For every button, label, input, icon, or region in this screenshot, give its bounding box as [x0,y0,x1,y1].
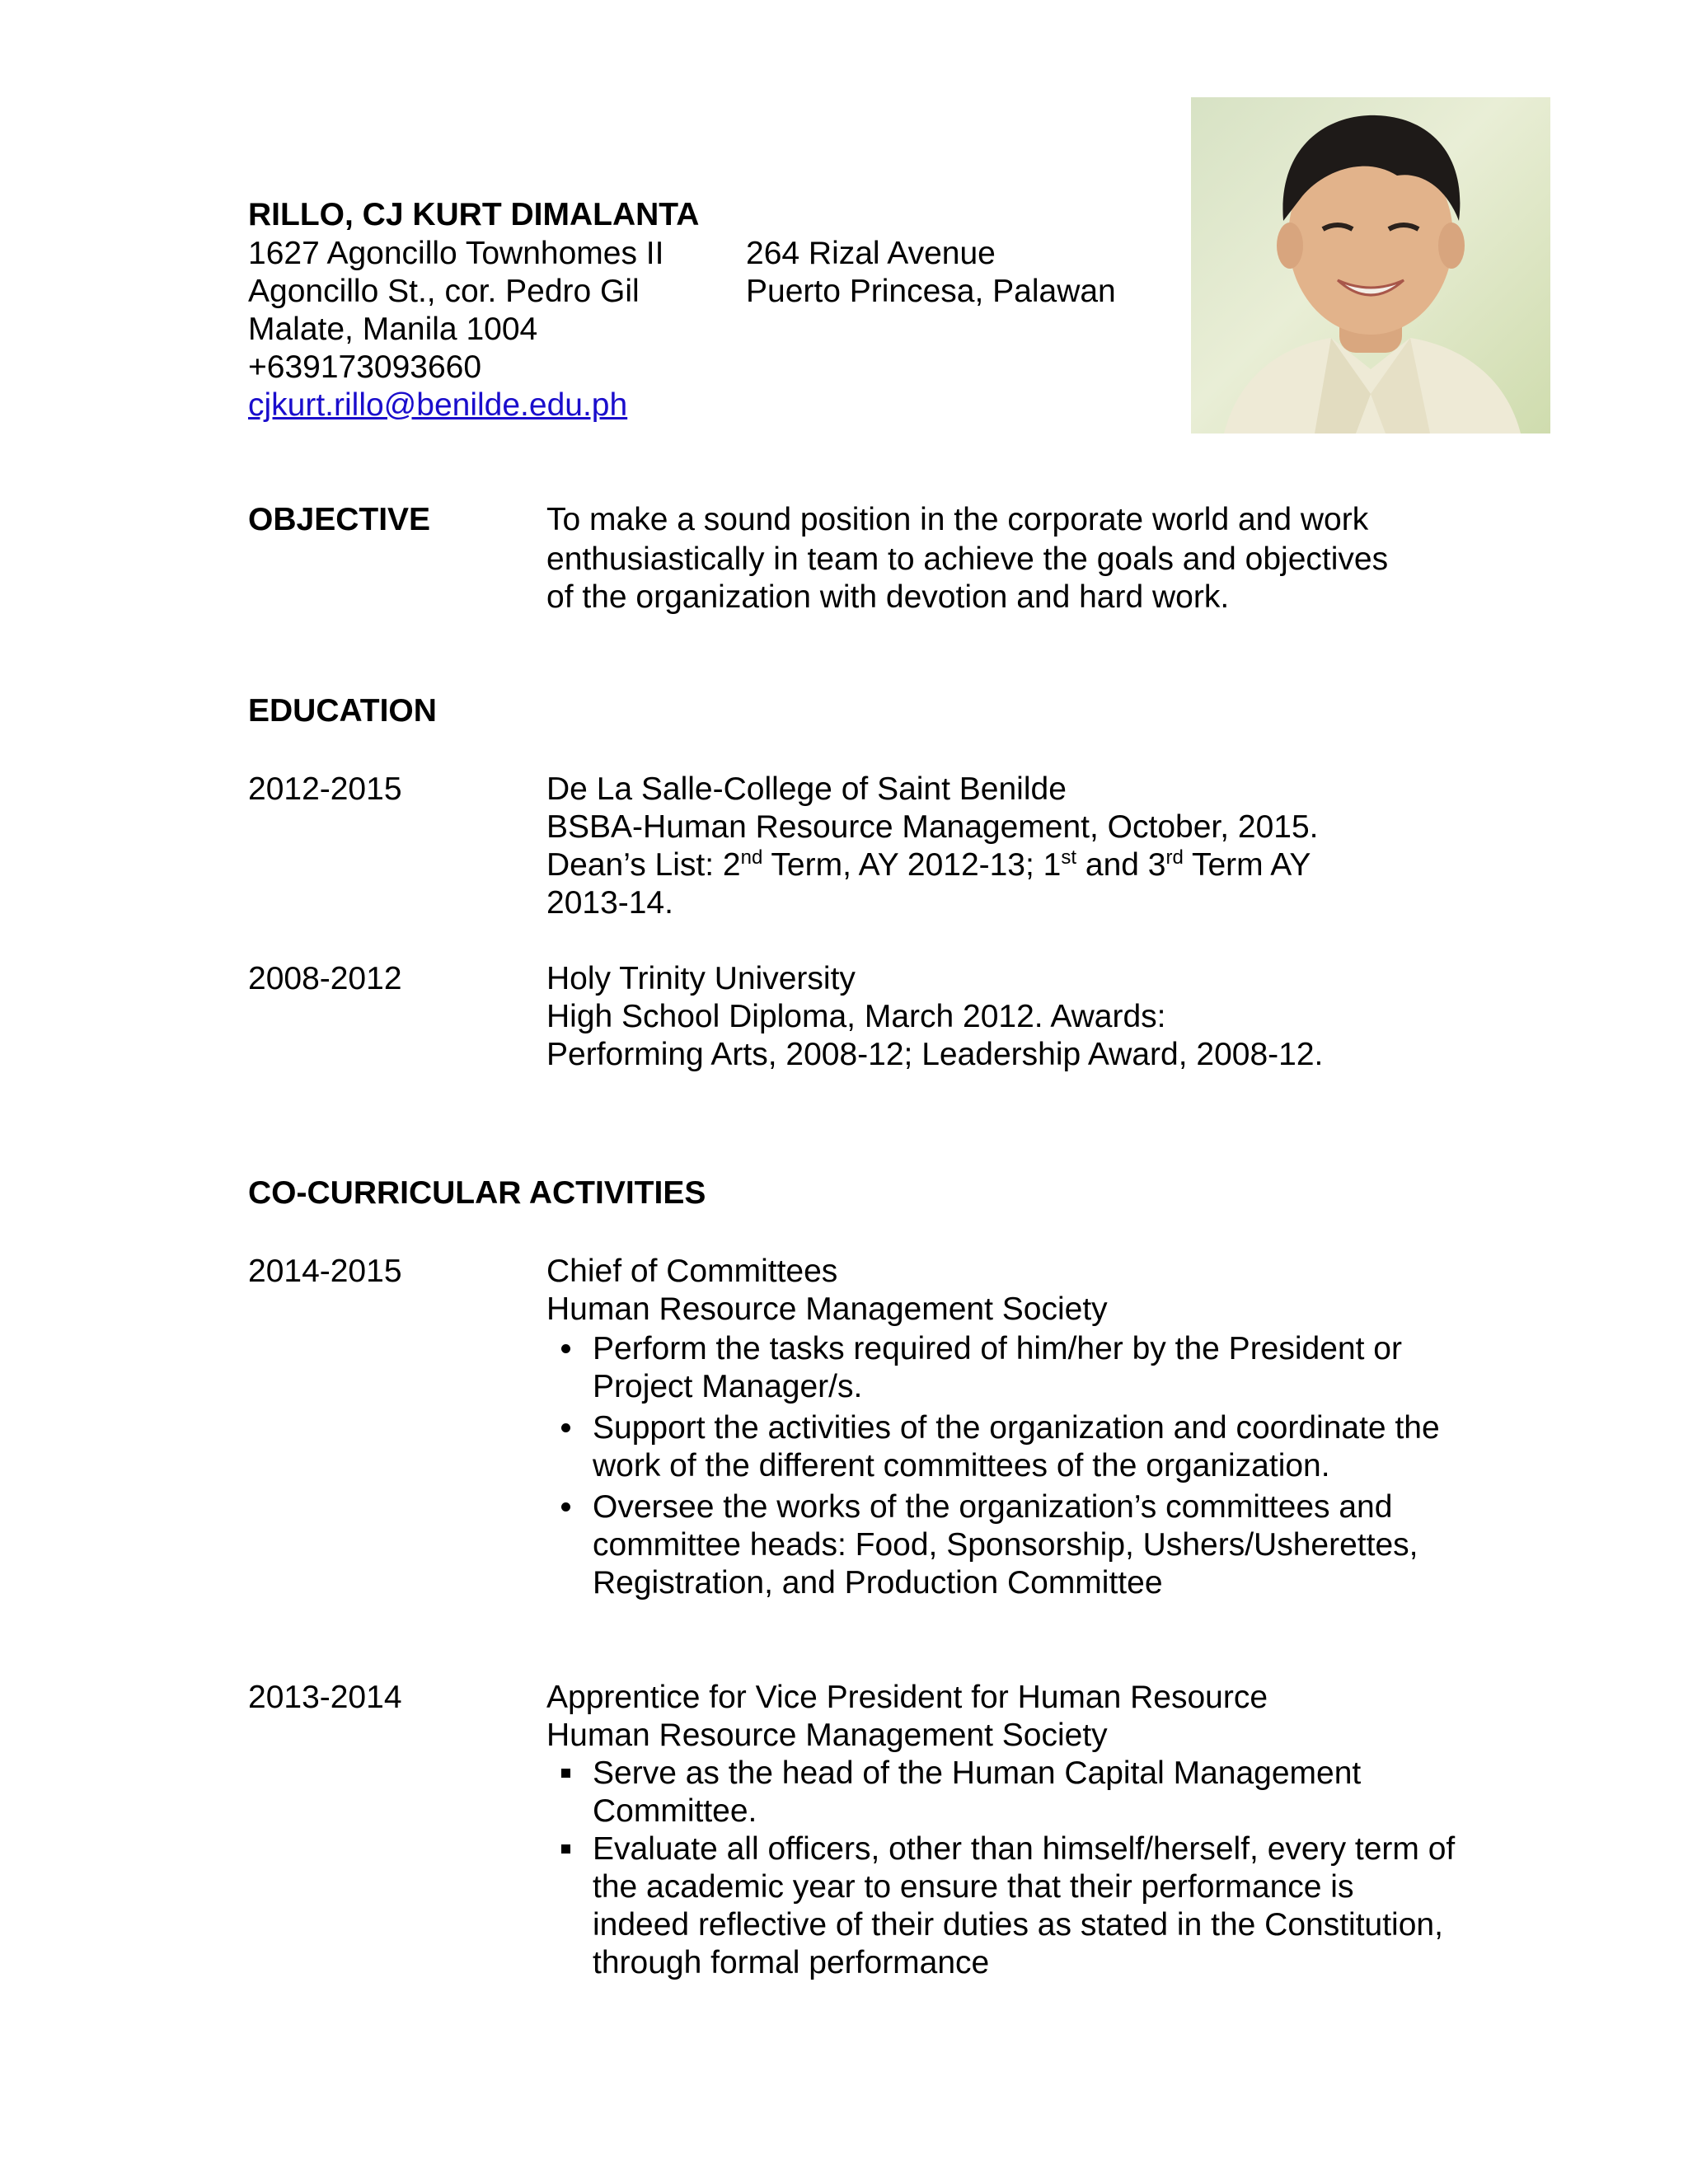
address-left-line: 1627 Agoncillo Townhomes II [248,236,664,271]
profile-photo [1191,97,1550,434]
bullet-icon [553,1755,578,1793]
address-right [746,235,1116,311]
bullet-icon [553,1409,578,1447]
activity-position: Chief of Committees [546,1254,838,1289]
school-name: De La Salle-College of Saint Benilde [546,771,1067,807]
email-link[interactable]: cjkurt.rillo@benilde.edu.ph [248,387,628,423]
list-item: Evaluate all officers, other than himself/herself, every term of the academic year to ensure that their performance is indeed reflective of their duties as stated in the Constitution, through formal performance [546,1830,1458,1982]
activity-years: 2014-2015 [248,1254,402,1289]
section-heading-activities: CO-CURRICULAR ACTIVITIES [248,1175,706,1211]
bullet-icon [553,1830,578,1868]
list-item: Oversee the works of the organization’s committees and committee heads: Food, Sponsorship, Ushers/Usherettes, Registration, and Production Committee [546,1488,1466,1602]
activity-position: Apprentice for Vice President for Human Resource [546,1680,1268,1715]
list-item: Perform the tasks required of him/her by the President or Project Manager/s. [546,1330,1475,1406]
address-left [248,235,663,424]
section-heading-objective: OBJECTIVE [248,502,431,537]
address-left-line: Agoncillo St., cor. Pedro Gil [248,274,640,309]
activity-entry [546,1253,1453,1602]
section-heading-education: EDUCATION [248,693,437,729]
objective-line: enthusiastically in team to achieve the goals and objectives [546,541,1389,577]
degree: BSBA-Human Resource Management, October, 2015. [546,809,1319,845]
activity-years: 2013-2014 [248,1680,402,1715]
education-detail: High School Diploma, March 2012. Awards: [546,999,1166,1034]
activity-bullets [546,1330,1453,1602]
activity-bullets [546,1755,1456,1982]
education-entry [546,960,1323,1074]
deans-list: Dean’s List: 2nd Term, AY 2012-13; 1st and 3rd Term AY [546,846,1311,883]
education-entry [546,771,1319,922]
education-years: 2012-2015 [248,771,402,807]
list-item: Serve as the head of the Human Capital Management Committee. [546,1755,1458,1830]
bullet-icon [553,1330,578,1368]
deans-list-continued: 2013-14. [546,885,673,921]
objective-text [546,501,1388,616]
address-right-line: 264 Rizal Avenue [746,236,996,271]
list-item: Support the activities of the organization and coordinate the work of the different committees of the organization. [546,1409,1475,1485]
address-left-line: Malate, Manila 1004 [248,312,538,347]
education-detail: Performing Arts, 2008-12; Leadership Award, 2008-12. [546,1037,1324,1072]
objective-line: of the organization with devotion and hard work. [546,579,1230,615]
activity-organization: Human Resource Management Society [546,1718,1108,1753]
bullet-icon [553,1488,578,1526]
phone-number: +639173093660 [248,349,482,385]
education-years: 2008-2012 [248,961,402,996]
resume-name: RILLO, CJ KURT DIMALANTA [248,197,700,232]
objective-line: To make a sound position in the corporate world and work [546,502,1369,537]
address-right-line: Puerto Princesa, Palawan [746,274,1116,309]
school-name: Holy Trinity University [546,961,856,996]
activity-organization: Human Resource Management Society [546,1291,1108,1327]
activity-entry [546,1679,1456,1982]
